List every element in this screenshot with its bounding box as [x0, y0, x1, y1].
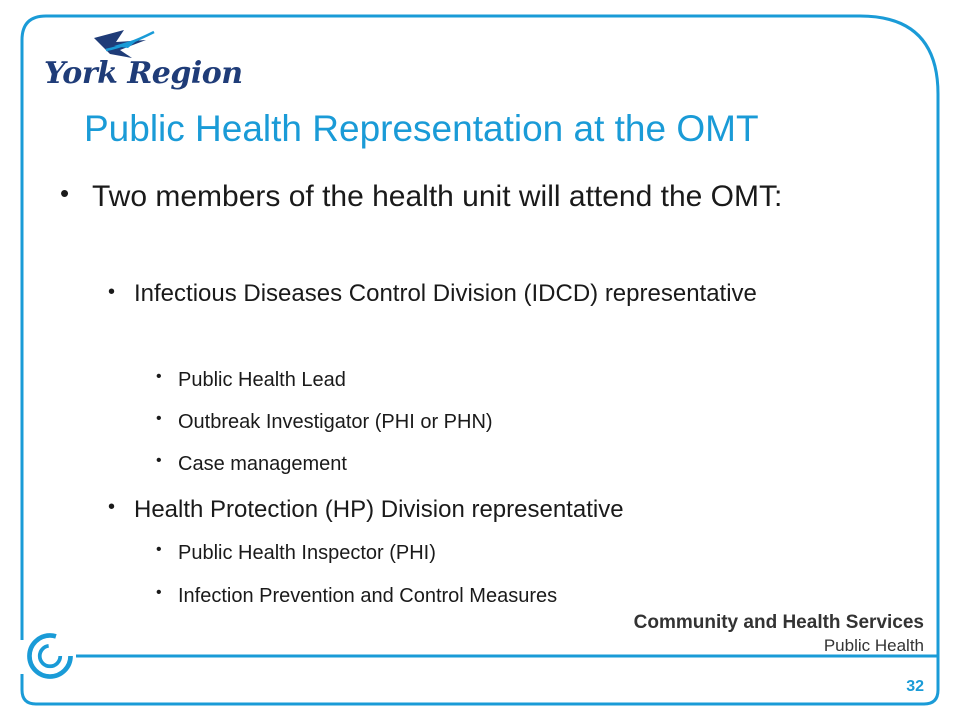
- footer-subtitle: Public Health: [823, 636, 924, 655]
- bullet-dot: •: [156, 452, 162, 469]
- footer-org-name: Community and Health Services: [633, 612, 924, 633]
- bullet-main: Two members of the health unit will attend the OMT:: [92, 180, 783, 213]
- list-item: Public Health Lead: [178, 369, 346, 391]
- list-item: Infection Prevention and Control Measures: [178, 585, 558, 607]
- slide-title: Public Health Representation at the OMT: [84, 108, 759, 149]
- bullet-dot: •: [156, 541, 162, 558]
- bullet-dot: •: [156, 368, 162, 385]
- page-number: 32: [906, 678, 924, 695]
- logo-wordmark: York Region: [44, 56, 243, 91]
- bullet-dot: •: [156, 584, 162, 601]
- bullet-dot: •: [108, 496, 116, 518]
- list-item: Outbreak Investigator (PHI or PHN): [178, 411, 493, 433]
- bullet-idcd: Infectious Diseases Control Division (IDCD) representative: [134, 280, 757, 307]
- list-item: Public Health Inspector (PHI): [178, 542, 436, 564]
- list-item: Case management: [178, 453, 347, 475]
- swirl-emblem-icon: [22, 628, 78, 684]
- bullet-dot: •: [108, 281, 116, 303]
- bullet-hp: Health Protection (HP) Division representative: [134, 496, 624, 523]
- bullet-dot: •: [156, 410, 162, 427]
- bullet-dot: •: [60, 178, 70, 208]
